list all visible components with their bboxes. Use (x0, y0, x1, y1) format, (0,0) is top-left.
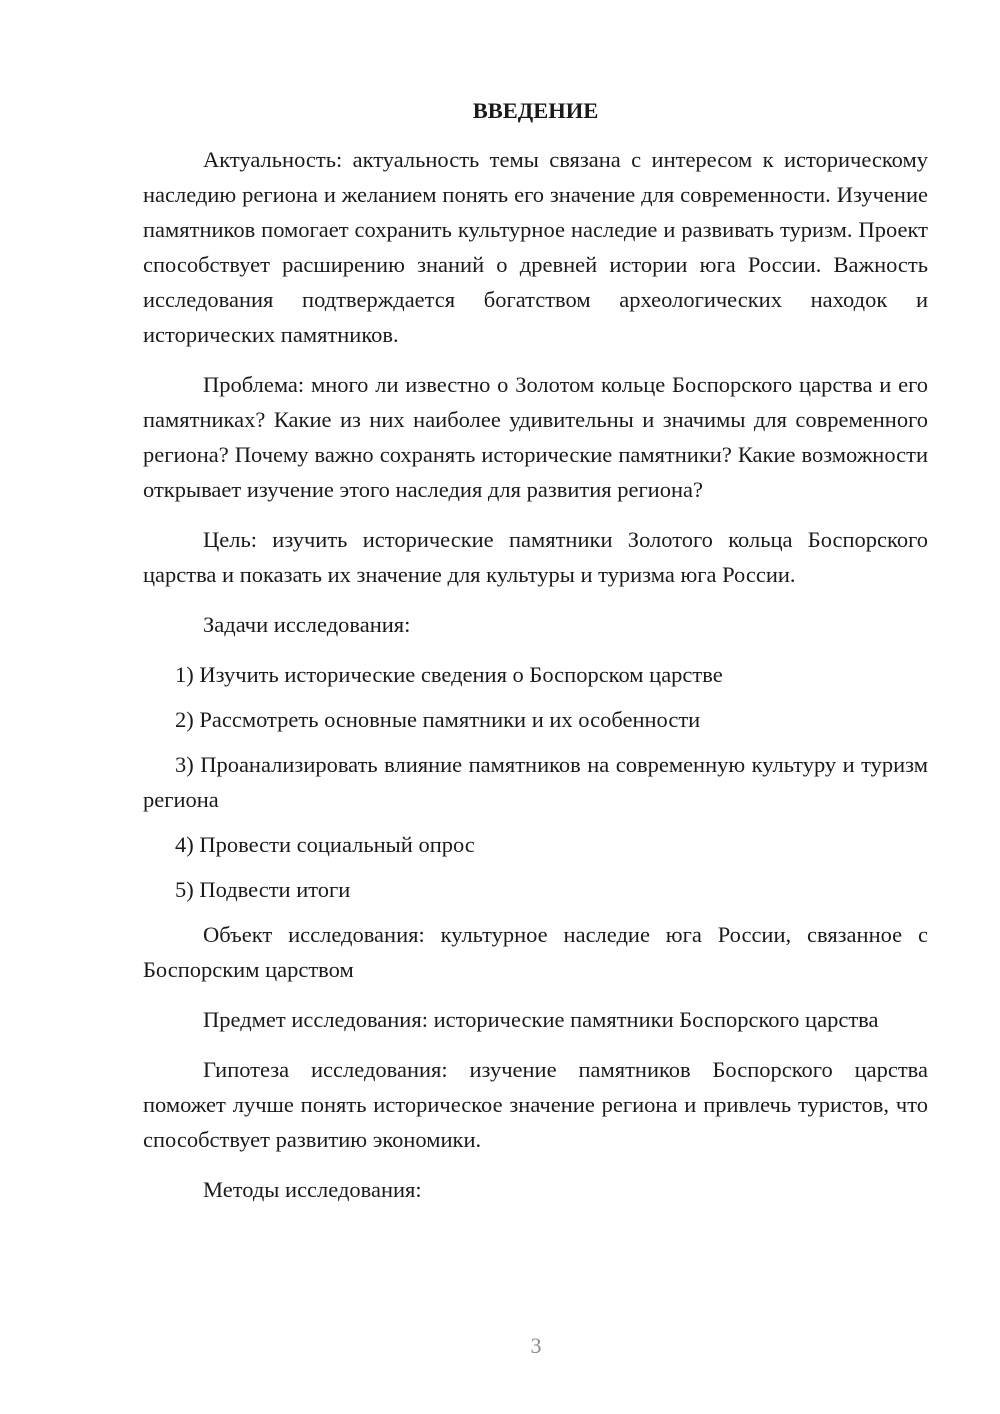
methods-heading: Методы исследования: (203, 1177, 422, 1202)
object-paragraph: Объект исследования: культурное наследие юга России, связанное с Боспорским царством (143, 922, 928, 982)
relevance-paragraph: Актуальность: актуальность темы связана с интересом к историческому наследию региона и желанием понять его значение для современности. Изучение памятников помогает сохранить культурное наследие и развивать туризм. Проект способствует расширению знаний о древней истории юга России. Важность исследования подтверждается богатством археологических находок и исторических памятников. (143, 147, 928, 347)
list-item: 1) Изучить исторические сведения о Боспорском царстве (175, 662, 723, 687)
hypothesis-paragraph: Гипотеза исследования: изучение памятников Боспорского царства поможет лучше понять историческое значение региона и привлечь туристов, что способствует развитию экономики. (143, 1057, 928, 1152)
list-item: 4) Провести социальный опрос (175, 832, 475, 857)
document-body (143, 93, 928, 1222)
list-item: 5) Подвести итоги (175, 877, 351, 902)
subject-paragraph: Предмет исследования: исторические памятники Боспорского царства (203, 1007, 879, 1032)
page-number: 3 (530, 1333, 542, 1358)
page-number-container (0, 1333, 1000, 1359)
tasks-heading: Задачи исследования: (203, 612, 411, 637)
list-item: 2) Рассмотреть основные памятники и их особенности (175, 707, 701, 732)
list-item: 3) Проанализировать влияние памятников на современную культуру и туризм региона (143, 752, 928, 812)
problem-paragraph: Проблема: много ли известно о Золотом кольце Боспорского царства и его памятниках? Какие из них наиболее удивительны и значимы для современного региона? Почему важно сохранять исторические памятники? Какие возможности открывает изучение этого наследия для развития региона? (143, 372, 928, 502)
tasks-list (143, 657, 928, 907)
page-title: ВВЕДЕНИЕ (472, 98, 599, 123)
goal-paragraph: Цель: изучить исторические памятники Золотого кольца Боспорского царства и показать их значение для культуры и туризма юга России. (143, 527, 928, 587)
